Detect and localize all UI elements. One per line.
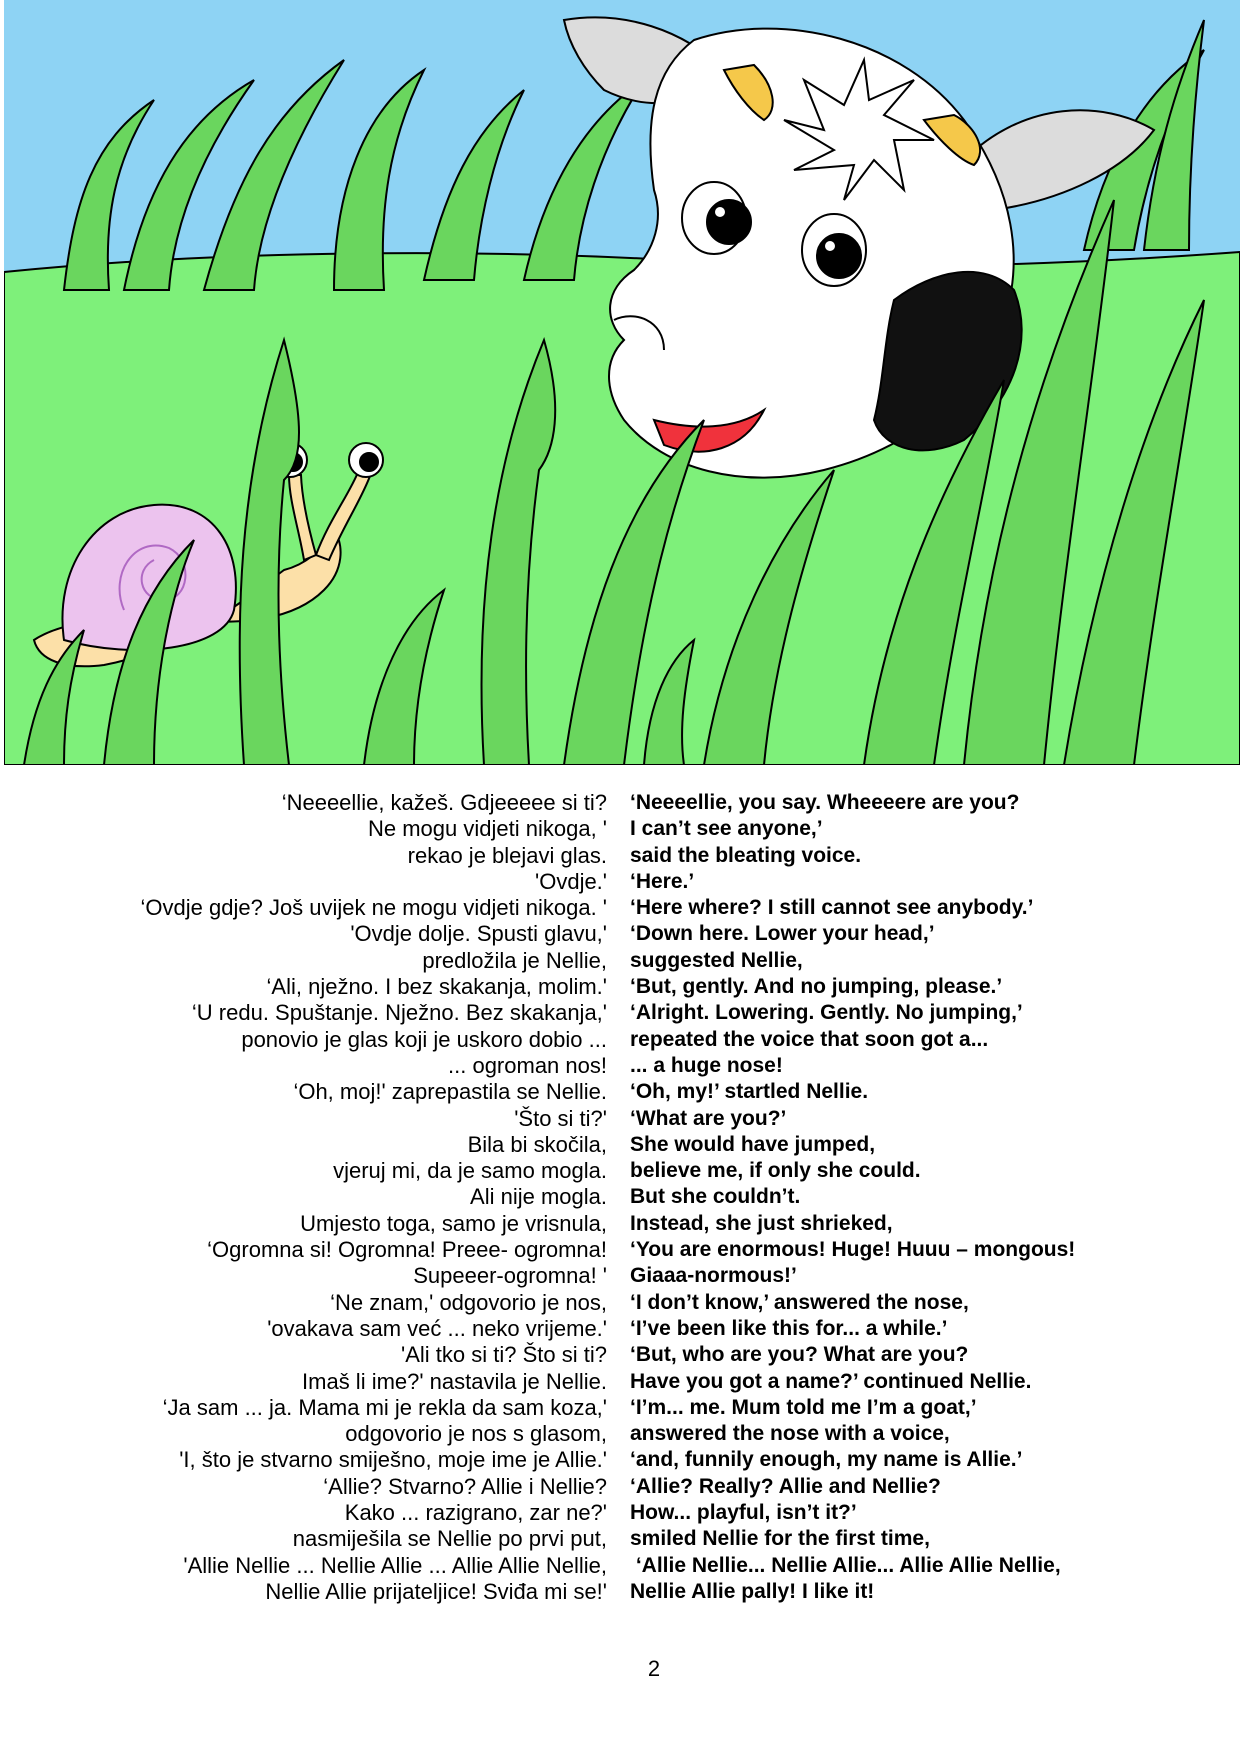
croatian-text-line: nasmiješila se Nellie po prvi put,: [292, 1526, 607, 1552]
croatian-text-line: ‘Ne znam,' odgovorio je nos,: [330, 1289, 607, 1315]
croatian-text-line: Nellie Allie prijateljice! Sviđa mi se!': [265, 1578, 607, 1604]
english-text-line: ‘Oh, my!’ startled Nellie.: [630, 1080, 869, 1104]
english-text-line: ... a huge nose!: [630, 1053, 783, 1077]
croatian-text-line: odgovorio je nos s glasom,: [345, 1421, 607, 1447]
croatian-text-line: ‘Oh, moj!' zaprepastila se Nellie.: [293, 1079, 607, 1105]
croatian-text-line: Kako ... razigrano, zar ne?': [344, 1500, 607, 1526]
english-text-line: But she couldn’t.: [630, 1185, 801, 1209]
english-text-line: ‘But, who are you? What are you?: [630, 1343, 969, 1367]
english-text-line: ‘Allie Nellie... Nellie Allie... Allie Allie Nellie,: [630, 1553, 1061, 1577]
english-text-line: ‘What are you?’: [630, 1106, 787, 1130]
english-text-line: I can’t see anyone,’: [630, 817, 823, 841]
english-text-line: ‘But, gently. And no jumping, please.’: [630, 975, 1003, 999]
page-number: 2: [647, 1656, 661, 1681]
english-text-line: ‘Down here. Lower your head,’: [630, 922, 935, 946]
english-text-line: smiled Nellie for the first time,: [630, 1527, 930, 1551]
english-text-line: ‘Neeeellie, you say. Wheeeere are you?: [630, 791, 1020, 814]
croatian-text-line: vjeruj mi, da je samo mogla.: [333, 1158, 607, 1184]
english-text-line: ‘You are enormous! Huge! Huuu – mongous!: [630, 1238, 1076, 1262]
croatian-text-line: 'Što si ti?': [514, 1105, 607, 1131]
english-text-line: ‘Here where? I still cannot see anybody.’: [630, 896, 1034, 920]
croatian-text-line: ‘Allie? Stvarno? Allie i Nellie?: [323, 1473, 607, 1499]
english-text-line: How... playful, isn’t it?’: [630, 1501, 857, 1525]
croatian-text-column: [141, 790, 607, 1605]
english-text-line: ‘I don’t know,’ answered the nose,: [630, 1290, 969, 1314]
english-text-line: Have you got a name?’ continued Nellie.: [630, 1369, 1032, 1393]
english-text-line: ‘I’m... me. Mum told me I’m a goat,’: [630, 1395, 977, 1419]
croatian-text-line: ‘Ja sam ... ja. Mama mi je rekla da sam koza,': [162, 1394, 607, 1420]
croatian-text-line: 'ovakava sam već ... neko vrijeme.': [267, 1315, 607, 1341]
croatian-text-line: 'Ali tko si ti? Što si ti?: [401, 1342, 607, 1368]
croatian-text-line: Bila bi skočila,: [467, 1131, 607, 1157]
english-text-line: ‘Allie? Really? Allie and Nellie?: [630, 1474, 941, 1498]
croatian-text-line: Ne mogu vidjeti nikoga, ': [368, 816, 607, 842]
croatian-text-line: predložila je Nellie,: [422, 947, 607, 973]
croatian-text-line: Supeeer-ogromna! ': [413, 1263, 607, 1289]
croatian-text-line: ‘Ali, nježno. I bez skakanja, molim.': [266, 974, 607, 1000]
croatian-text-line: rekao je blejavi glas.: [407, 842, 607, 868]
croatian-text-line: ‘Neeeellie, kažeš. Gdjeeeee si ti?: [281, 790, 607, 815]
croatian-text-line: ‘U redu. Spuštanje. Nježno. Bez skakanja,': [191, 1000, 607, 1026]
english-text-line: ‘Here.’: [630, 869, 695, 893]
english-text-line: suggested Nellie,: [630, 948, 803, 972]
english-text-line: Giaaa-normous!’: [630, 1264, 797, 1288]
english-text-column: [630, 790, 1075, 1605]
croatian-text-line: 'Allie Nellie ... Nellie Allie ... Allie Allie Nellie,: [183, 1552, 607, 1578]
english-text-line: ‘Alright. Lowering. Gently. No jumping,’: [630, 1001, 1023, 1025]
croatian-text-line: 'Ovdje dolje. Spusti glavu,': [350, 921, 607, 947]
english-text-line: Nellie Allie pally! I like it!: [630, 1579, 875, 1603]
croatian-text-line: 'Ovdje.': [535, 868, 607, 894]
croatian-text-line: Ali nije mogla.: [470, 1184, 607, 1210]
english-text-line: ‘and, funnily enough, my name is Allie.’: [630, 1448, 1023, 1472]
english-text-line: repeated the voice that soon got a...: [630, 1027, 989, 1051]
english-text-line: She would have jumped,: [630, 1132, 876, 1156]
english-text-line: ‘I’ve been like this for... a while.’: [630, 1316, 948, 1340]
croatian-text-line: Umjesto toga, samo je vrisnula,: [300, 1210, 607, 1236]
croatian-text-line: 'I, što je stvarno smiješno, moje ime je Allie.': [179, 1447, 607, 1473]
english-text-line: Instead, she just shrieked,: [630, 1211, 893, 1235]
english-text-line: answered the nose with a voice,: [630, 1422, 950, 1446]
english-text-line: believe me, if only she could.: [630, 1159, 921, 1183]
croatian-text-line: ponovio je glas koji je uskoro dobio ...: [241, 1026, 607, 1052]
story-illustration: [4, 0, 1240, 765]
croatian-text-line: ‘Ogromna si! Ogromna! Preee- ogromna!: [207, 1237, 607, 1263]
english-text-line: said the bleating voice.: [630, 843, 862, 867]
croatian-text-line: ... ogroman nos!: [448, 1052, 607, 1078]
croatian-text-line: Imaš li ime?' nastavila je Nellie.: [302, 1368, 607, 1394]
croatian-text-line: ‘Ovdje gdje? Još uvijek ne mogu vidjeti nikoga. ': [140, 895, 607, 921]
